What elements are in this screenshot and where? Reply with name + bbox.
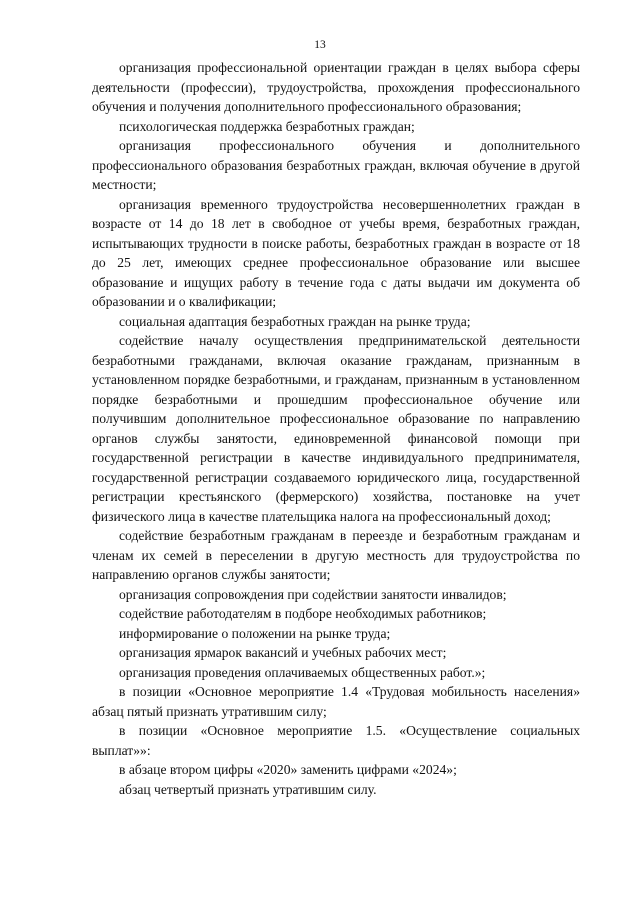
document-body <box>92 58 580 799</box>
paragraph-job-fairs: организация ярмарок вакансий и учебных рабочих мест; <box>119 645 447 660</box>
paragraph-vocational-training: организация профессионального обучения и дополнительного профессионального образования безработных граждан, включая обучение в другой местности; <box>92 138 580 192</box>
paragraph-labor-market-info: информирование о положении на рынке труда; <box>119 625 391 641</box>
paragraph-relocation-assistance: содействие безработным гражданам в переезде и безработным гражданам и членам их семей в переселении в другую местность для трудоустройства по направлению органов службы занятости; <box>92 528 580 582</box>
paragraph-disabled-support: организация сопровождения при содействии занятости инвалидов; <box>119 586 507 602</box>
paragraph-activity-1-4: в позиции «Основное мероприятие 1.4 «Трудовая мобильность населения» абзац пятый признать утратившим силу; <box>92 684 580 719</box>
paragraph-employer-assistance: содействие работодателям в подборе необходимых работников; <box>119 606 487 621</box>
paragraph-temporary-employment: организация временного трудоустройства несовершеннолетних граждан в возрасте от 14 до 18 лет в свободное от учебы время, безработных граждан, испытывающих трудности в поиске работы, безработных граждан в возрасте от 18 до 25 лет, имеющих среднее профессиональное образование или высшее образование и ищущих работу в течение года с даты выдачи им документа об образовании и о квалификации; <box>92 196 580 309</box>
paragraph-psychological-support: психологическая поддержка безработных граждан; <box>119 118 415 134</box>
paragraph-public-works: организация проведения оплачиваемых общественных работ.»; <box>119 664 486 680</box>
paragraph-entrepreneurship-support: содействие началу осуществления предпринимательской деятельности безработными гражданами, включая оказание гражданам, признанным в установленном порядке безработными, и гражданам, признанным в установленном порядке безработными и прошедшим профессиональное обучение или получившим дополнительное профессиональное образование по направлению органов службы занятости, единовременной финансовой помощи при государственной регистрации в качестве индивидуального предпринимателя, государственной регистрации создаваемого юридического лица, государственной регистрации крестьянского (фермерского) хозяйства, постановке на учет физического лица в качестве плательщика налога на профессиональный доход; <box>92 333 580 524</box>
paragraph-activity-1-5: в позиции «Основное мероприятие 1.5. «Осуществление социальных выплат»»: <box>92 723 580 758</box>
page-number: 13 <box>314 39 326 51</box>
paragraph-year-replacement: в абзаце втором цифры «2020» заменить цифрами «2024»; <box>119 762 457 777</box>
paragraph-repeal-fourth: абзац четвертый признать утратившим силу. <box>119 781 377 797</box>
paragraph-social-adaptation: социальная адаптация безработных граждан на рынке труда; <box>119 313 471 329</box>
paragraph-career-guidance: организация профессиональной ориентации граждан в целях выбора сферы деятельности (профессии), трудоустройства, прохождения профессионального обучения и получения дополнительного профессионального образования; <box>92 60 580 114</box>
